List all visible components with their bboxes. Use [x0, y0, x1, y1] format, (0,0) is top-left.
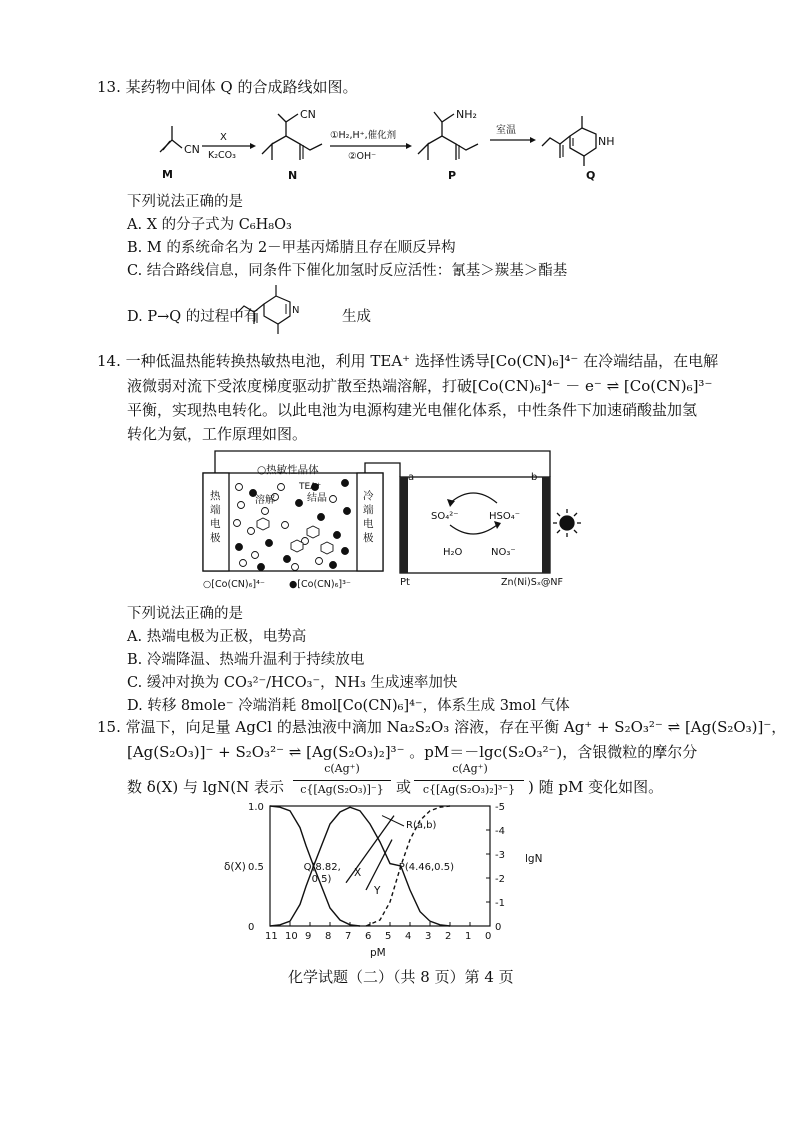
ion-particles [234, 480, 351, 571]
q13-option-d-structure [232, 280, 342, 336]
thermocell-box [203, 473, 383, 571]
label-n: N [288, 169, 298, 182]
y-right-tick-label: -1 [495, 898, 505, 909]
frac2-numerator: c(Ag⁺) [452, 762, 488, 775]
x-tick-label: 4 [405, 931, 412, 942]
x-tick-label: 1 [465, 931, 472, 942]
q13-option-a: A. X 的分子式为 C₆H₈O₃ [127, 217, 292, 233]
molecule-q [542, 116, 615, 182]
q14-prompt: 下列说法正确的是 [127, 606, 243, 622]
y-right-tick-label: -4 [495, 826, 505, 837]
reagent-h2-catalyst: ①H₂,H⁺,催化剂 [330, 130, 397, 141]
label-q: Q [586, 169, 596, 182]
zn-catalyst-label: Zn(Ni)Sₓ@NF [501, 577, 564, 588]
annotation-y: Y [374, 885, 381, 897]
frac1-bar [293, 780, 391, 781]
q15-line3-pre: 数 δ(X) 与 lgN(N 表示 [127, 778, 284, 796]
label-m: M [162, 168, 173, 181]
cold-electrode-label: 冷端电极 [363, 490, 374, 544]
pt-label: Pt [400, 577, 410, 588]
reagent-k2co3: K₂CO₃ [208, 150, 236, 161]
arrow-2 [330, 129, 412, 162]
h2o-label: H₂O [443, 547, 463, 558]
x-tick-label: 3 [425, 931, 432, 942]
y-right-tick-label: 0 [495, 922, 502, 933]
q15-line2: [Ag(S₂O₃)]⁻ + S₂O₃²⁻ ⇌ [Ag(S₂O₃)₂]³⁻ 。pM＝－lgc(S₂O₃²⁻)，含银微粒的摩尔分 [127, 743, 698, 761]
annotation-r: R(a,b) [406, 820, 437, 831]
q-nh-label: NH [598, 135, 615, 148]
q13-prompt: 下列说法正确的是 [127, 194, 243, 210]
annotation-p: P(4.46,0.5) [398, 862, 454, 873]
q13-option-c: C. 结合路线信息，同条件下催化加氢时反应活性：氰基＞羰基＞酯基 [127, 263, 568, 279]
q13-stem: 13. 某药物中间体 Q 的合成路线如图。 [97, 78, 358, 96]
p-nh2-label: NH₂ [456, 108, 477, 121]
arrow-1 [202, 132, 256, 161]
electrode-b [542, 477, 550, 573]
tea-label: TEA⁺ [299, 482, 322, 492]
hot-electrode-label: 热端电极 [210, 490, 221, 544]
q13-option-b: B. M 的系统命名为 2－甲基丙烯腈且存在顺反异构 [127, 240, 456, 256]
reagent-oh: ②OH⁻ [348, 151, 377, 162]
n-cn-label: CN [300, 108, 316, 121]
no3-label: NO₃⁻ [491, 547, 516, 558]
reagent-room-temp: 室温 [496, 125, 516, 136]
legend-co4: ○[Co(CN)₆]⁴⁻ [203, 579, 265, 590]
annotation-x: X [354, 867, 362, 879]
q15-line1: 15. 常温下，向足量 AgCl 的悬浊液中滴加 Na₂S₂O₃ 溶液，存在平衡 Ag⁺ + S₂O₃²⁻ ⇌ [Ag(S₂O₃)]⁻， [97, 718, 787, 736]
photocatalysis-cell [400, 477, 550, 573]
q14-line4: 转化为氨，工作原理如图。 [127, 425, 308, 443]
frac1-denominator: c{[Ag(S₂O₃)]⁻} [300, 783, 384, 796]
hso4-label: HSO₄⁻ [489, 511, 521, 522]
q14-line3: 平衡，实现热电转化。以此电池为电源构建光电催化体系，中性条件下加速硝酸盐加氢 [127, 401, 698, 419]
q14-line2: 液微弱对流下受浓度梯度驱动扩散至热端溶解，打破[Co(CN)₆]⁴⁻ － e⁻ ⇌ [Co(CN)₆]³⁻ [127, 377, 713, 395]
legend-co3: ●[Co(CN)₆]³⁻ [289, 579, 351, 590]
chart-annotations [304, 816, 454, 897]
x-tick-label: 11 [265, 931, 278, 942]
molecule-p [418, 108, 478, 182]
y-right-tick-label: -5 [495, 802, 505, 813]
m-cn-label: CN [184, 143, 200, 156]
electrode-b-label: b [531, 472, 538, 483]
so4-label: SO₄²⁻ [431, 511, 459, 522]
y-right-tick-label: -3 [495, 850, 505, 861]
page-footer: 化学试题（二）（共 8 页）第 4 页 [288, 968, 514, 986]
dissolve-label: 溶解 [255, 495, 275, 506]
q14-option-a: A. 热端电极为正极，电势高 [127, 629, 307, 645]
y-left-tick-label: 1.0 [248, 802, 264, 813]
q15-or: 或 [396, 778, 412, 796]
electrode-a [400, 477, 408, 573]
crystallize-label: 结晶 [307, 493, 327, 504]
q13-synthesis-route [150, 102, 620, 182]
q14-line1: 14. 一种低温热能转换热敏热电池，利用 TEA⁺ 选择性诱导[Co(CN)₆]⁴⁻ 在冷端结晶，在电解 [97, 352, 719, 370]
x-tick-label: 2 [445, 931, 452, 942]
frac2-denominator: c{[Ag(S₂O₃)₂]³⁻} [422, 783, 516, 796]
x-tick-label: 6 [365, 931, 372, 942]
q14-option-b: B. 冷端降温、热端升温利于持续放电 [127, 652, 365, 668]
y-left-label: δ(X) [224, 861, 246, 873]
frac2-bar [414, 780, 524, 781]
frac1-numerator: c(Ag⁺) [324, 762, 360, 775]
d-structure-n-label: N [292, 305, 300, 316]
q13-option-d-post: 生成 [342, 309, 371, 325]
lgN-line-y [366, 840, 392, 890]
annotation-q: Q(8.82, [303, 862, 341, 873]
crystal-legend: ○热敏性晶体 [257, 464, 319, 476]
y-right-tick-label: -2 [495, 874, 505, 885]
q14-option-d: D. 转移 8mole⁻ 冷端消耗 8mol[Co(CN)₆]⁴⁻，体系生成 3mol 气体 [127, 698, 570, 714]
x-tick-label: 10 [285, 931, 298, 942]
q15-line3-post: ) 随 pM 变化如图。 [528, 778, 664, 796]
x-axis-ticks [265, 922, 491, 942]
x-tick-label: 5 [385, 931, 392, 942]
y-left-tick-label: 0 [248, 922, 255, 933]
annotation-q-line2: 0.5) [311, 874, 332, 885]
x-tick-label: 9 [305, 931, 312, 942]
label-p: P [448, 169, 457, 182]
x-tick-label: 7 [345, 931, 352, 942]
molecule-m [160, 126, 200, 181]
y-left-axis-ticks [248, 802, 264, 933]
q13-option-d-pre: D. P→Q 的过程中有 [127, 309, 259, 325]
electrode-a-label: a [408, 472, 415, 483]
y-left-tick-label: 0.5 [248, 862, 264, 873]
q14-option-c: C. 缓冲对换为 CO₃²⁻/HCO₃⁻，NH₃ 生成速率加快 [127, 675, 458, 691]
sun-icon [553, 509, 581, 537]
q14-diagram [195, 447, 595, 595]
reagent-x: X [220, 132, 227, 143]
y-right-axis-ticks [486, 802, 505, 933]
x-tick-label: 0 [485, 931, 492, 942]
y-right-label: lgN [525, 853, 543, 865]
q15-chart [220, 798, 560, 960]
molecule-n [262, 108, 322, 182]
arrow-3 [490, 124, 536, 143]
x-tick-label: 8 [325, 931, 332, 942]
x-axis-label: pM [370, 947, 386, 959]
